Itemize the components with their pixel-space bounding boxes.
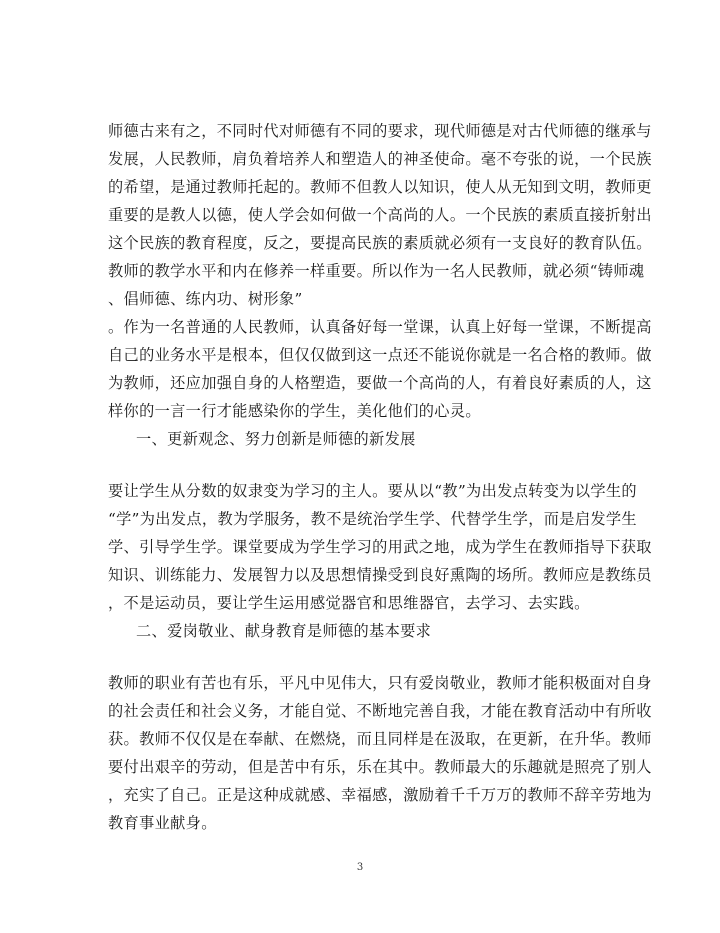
text-line: 师德古来有之，不同时代对师德有不同的要求，现代师德是对古代师德的继承与 — [108, 122, 652, 140]
text-line: 知识、训练能力、发展智力以及思想情操受到良好熏陶的场所。教师应是教练员 — [108, 566, 652, 584]
text-line: 教师的职业有苦也有乐，平凡中见伟大，只有爱岗敬业，教师才能积极面对自身 — [108, 674, 652, 692]
text-line: 的希望，是通过教师托起的。教师不但教人以知识，使人从无知到文明，教师更 — [108, 178, 652, 196]
section-heading-2: 二、爱岗敬业、献身教育是师德的基本要求 — [136, 622, 432, 640]
text-line: 要让学生从分数的奴隶变为学习的主人。要从以“教”为出发点转变为以学生的 — [108, 482, 637, 500]
text-line: 学、引导学生学。课堂要成为学生学习的用武之地，成为学生在教师指导下获取 — [108, 538, 652, 556]
text-line: ，不是运动员，要让学生运用感觉器官和思维器官，去学习、去实践。 — [108, 594, 590, 612]
text-line: 发展，人民教师，肩负着培养人和塑造人的神圣使命。毫不夸张的说，一个民族 — [108, 150, 652, 168]
text-line: 重要的是教人以德，使人学会如何做一个高尚的人。一个民族的素质直接折射出 — [108, 206, 652, 224]
text-line: ，充实了自己。正是这种成就感、幸福感，激励着千千万万的教师不辞辛劳地为 — [108, 786, 652, 804]
text-line: “学”为出发点，教为学服务，教不是统治学生学、代替学生学，而是启发学生 — [108, 510, 637, 528]
text-line: 获。教师不仅仅是在奉献、在燃烧，而且同样是在汲取，在更新，在升华。教师 — [108, 730, 652, 748]
section-heading-1: 一、更新观念、努力创新是师德的新发展 — [136, 430, 416, 448]
text-line: 。作为一名普通的人民教师，认真备好每一堂课，认真上好每一堂课，不断提高 — [108, 318, 652, 336]
text-line: 为教师，还应加强自身的人格塑造，要做一个高尚的人，有着良好素质的人，这 — [108, 374, 652, 392]
text-line: 自己的业务水平是根本，但仅仅做到这一点还不能说你就是一名合格的教师。做 — [108, 346, 652, 364]
text-line: 的社会责任和社会义务，才能自觉、不断地完善自我，才能在教育活动中有所收 — [108, 702, 652, 720]
page-number: 3 — [356, 862, 364, 873]
text-line: 教师的教学水平和内在修养一样重要。所以作为一名人民教师，就必须“铸师魂 — [108, 262, 645, 280]
text-line: 这个民族的教育程度，反之，要提高民族的素质就必须有一支良好的教育队伍。 — [108, 234, 652, 252]
text-line: 教育事业献身。 — [108, 814, 217, 832]
text-line: 要付出艰辛的劳动，但是苦中有乐，乐在其中。教师最大的乐趣就是照亮了别人 — [108, 758, 652, 776]
text-line: 、倡师德、练内功、树形象” — [108, 290, 303, 308]
text-line: 样你的一言一行才能感染你的学生，美化他们的心灵。 — [108, 402, 481, 420]
